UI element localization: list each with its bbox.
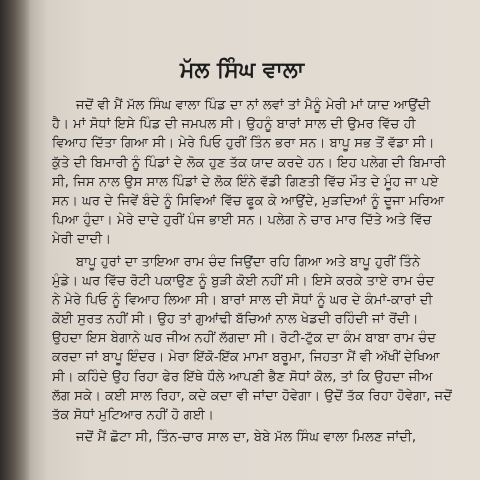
text-line: ਉਹਦਾ ਇਸ ਬੇਗਾਨੇ ਘਰ ਜੀਅ ਨਹੀਂ ਲੱਗਦਾ ਸੀ। ਰੋਟੀ-ਟੁੱਕ ਦਾ ਕੰਮ ਬਾਬਾ ਰਾਮ ਚੰਦ <box>52 331 436 347</box>
text-line: ਹੈ। ਮਾਂ ਸੋਧਾਂ ਇਸੇ ਪਿੰਡ ਦੀ ਜਮਪਲ ਸੀ। ਉਹਨੂੰ ਬਾਰਾਂ ਸਾਲ ਦੀ ਉਮਰ ਵਿੱਚ ਹੀ <box>52 117 416 133</box>
text-line: ਸਨ। ਘਰ ਦੇ ਜਿਵੇਂ ਬੰਦੇ ਨੂੰ ਸਿਵਿਆਂ ਵਿੱਚ ਫੂਕ ਕੇ ਆਉਂਦੇ, ਮੁੜਦਿਆਂ ਨੂੰ ਦੂਜਾ ਮਰਿਆ <box>52 193 445 209</box>
text-line: ਸੀ, ਜਿਸ ਨਾਲ ਉਸ ਸਾਲ ਪਿੰਡਾਂ ਦੇ ਲੋਕ ਇੰਨੇ ਵੱਡੀ ਗਿਣਤੀ ਵਿੱਚ ਮੌਤ ਦੇ ਮੂੰਹ ਜਾ ਪਏ <box>52 174 439 190</box>
text-line: ਜਦੋਂ ਵੀ ਮੈਂ ਮੱਲ ਸਿੰਘ ਵਾਲਾ ਪਿੰਡ ਦਾ ਨਾਂ ਲਵਾਂ ਤਾਂ ਮੈਨੂੰ ਮੇਰੀ ਮਾਂ ਯਾਦ ਆਉਂਦੀ <box>76 98 431 113</box>
text-line: ਮੇਰੀ ਦਾਦੀ। <box>52 232 112 248</box>
text-line: ਕੁੱਤੇ ਦੀ ਬਿਮਾਰੀ ਨੂੰ ਪਿੰਡਾਂ ਦੇ ਲੋਕ ਹੁਣ ਤੱਕ ਯਾਦ ਕਰਦੇ ਹਨ। ਇਹ ਪਲੇਗ ਦੀ ਬਿਮਾਰੀ <box>52 155 446 171</box>
text-line: ਪਿਆ ਹੁੰਦਾ। ਮੇਰੇ ਦਾਦੇ ਹੁਰੀਂ ਪੰਜ ਭਾਈ ਸਨ। ਪਲੇਗ ਨੇ ਚਾਰ ਮਾਰ ਦਿੱਤੇ ਅਤੇ ਵਿੱਚ <box>52 213 432 229</box>
text-line: ਲੱਗ ਸਕੇ। ਕਈ ਸਾਲ ਰਿਹਾ, ਕਦੇ ਕਦਾ ਵੀ ਜਾਂਦਾ ਹੋਵੇਗਾ। ਉਦੋਂ ਤੱਕ ਰਿਹਾ ਹੋਵੇਗਾ, ਜਦੋਂ <box>52 388 452 404</box>
text-line: ਮੁੰਡੇ। ਘਰ ਵਿੱਚ ਰੋਟੀ ਪਕਾਉਣ ਨੂੰ ਬੁੜੀ ਕੋਈ ਨਹੀਂ ਸੀ। ਇਸੇ ਕਰਕੇ ਤਾਏ ਰਾਮ ਚੰਦ <box>52 273 435 289</box>
text-line: ਜਦੋਂ ਮੈਂ ਛੋਟਾ ਸੀ, ਤਿੰਨ-ਚਾਰ ਸਾਲ ਦਾ, ਬੇਬੇ ਮੱਲ ਸਿੰਘ ਵਾਲਾ ਮਿਲਣ ਜਾਂਦੀ, <box>76 430 417 446</box>
text-line: ਕਰਦਾ ਜਾਂ ਬਾਪੂ ਇੰਦਰ। ਮੇਰਾ ਇੱਕੋ-ਇੱਕ ਮਾਮਾ ਬਰੂਮਾ, ਜਿਹਤਾ ਮੈਂ ਵੀ ਅੱਖੀਂ ਦੇਖਿਆ <box>52 350 440 366</box>
text-line: ਵਿਆਹ ਦਿੱਤਾ ਗਿਆ ਸੀ। ਮੇਰੇ ਪਿਓ ਹੁਰੀਂ ਤਿੰਨ ਭਰਾ ਸਨ। ਬਾਪੂ ਸਭ ਤੋਂ ਵੱਡਾ ਸੀ। <box>52 136 435 152</box>
book-spine-shadow <box>0 0 30 480</box>
text-line: ਸੀ। ਕਹਿੰਦੇ ਉਹ ਰਿਹਾ ਫੇਰ ਇੱਥੇ ਧੌਲੇ ਆਪਣੀ ਭੈਣ ਸੋਧਾਂ ਕੋਲ, ਤਾਂ ਕਿ ਉਹਦਾ ਜੀਅ <box>52 369 433 385</box>
text-line: ਨੇ ਮੇਰੇ ਪਿਓ ਨੂੰ ਵਿਆਹ ਲਿਆ ਸੀ। ਬਾਰਾਂ ਸਾਲ ਦੀ ਸੋਧਾਂ ਨੂੰ ਘਰ ਦੇ ਕੰਮਾਂ-ਕਾਰਾਂ ਦੀ <box>52 292 433 308</box>
book-page <box>30 0 480 480</box>
text-line: ਬਾਪੂ ਹੁਰਾਂ ਦਾ ਤਾਇਆ ਰਾਮ ਚੰਦ ਜਿਉਂਦਾ ਰਹਿ ਗਿਆ ਅਤੇ ਬਾਪੂ ਹੁਰੀਂ ਤਿੰਨੇ <box>76 254 421 270</box>
text-line: ਕੋਈ ਸੁਰਤ ਨਹੀਂ ਸੀ। ਉਹ ਤਾਂ ਗੁਆਂਢੀ ਬੱਚਿਆਂ ਨਾਲ ਖੇਡਦੀ ਰਹਿੰਦੀ ਜਾਂ ਰੋਂਦੀ। <box>52 312 419 328</box>
body-text <box>52 96 478 447</box>
chapter-title: ਮੱਲ ਸਿੰਘ ਵਾਲਾ <box>180 58 304 83</box>
text-line: ਤੱਕ ਸੋਧਾਂ ਮੁਟਿਆਰ ਨਹੀਂ ਹੋ ਗਈ। <box>52 408 214 423</box>
